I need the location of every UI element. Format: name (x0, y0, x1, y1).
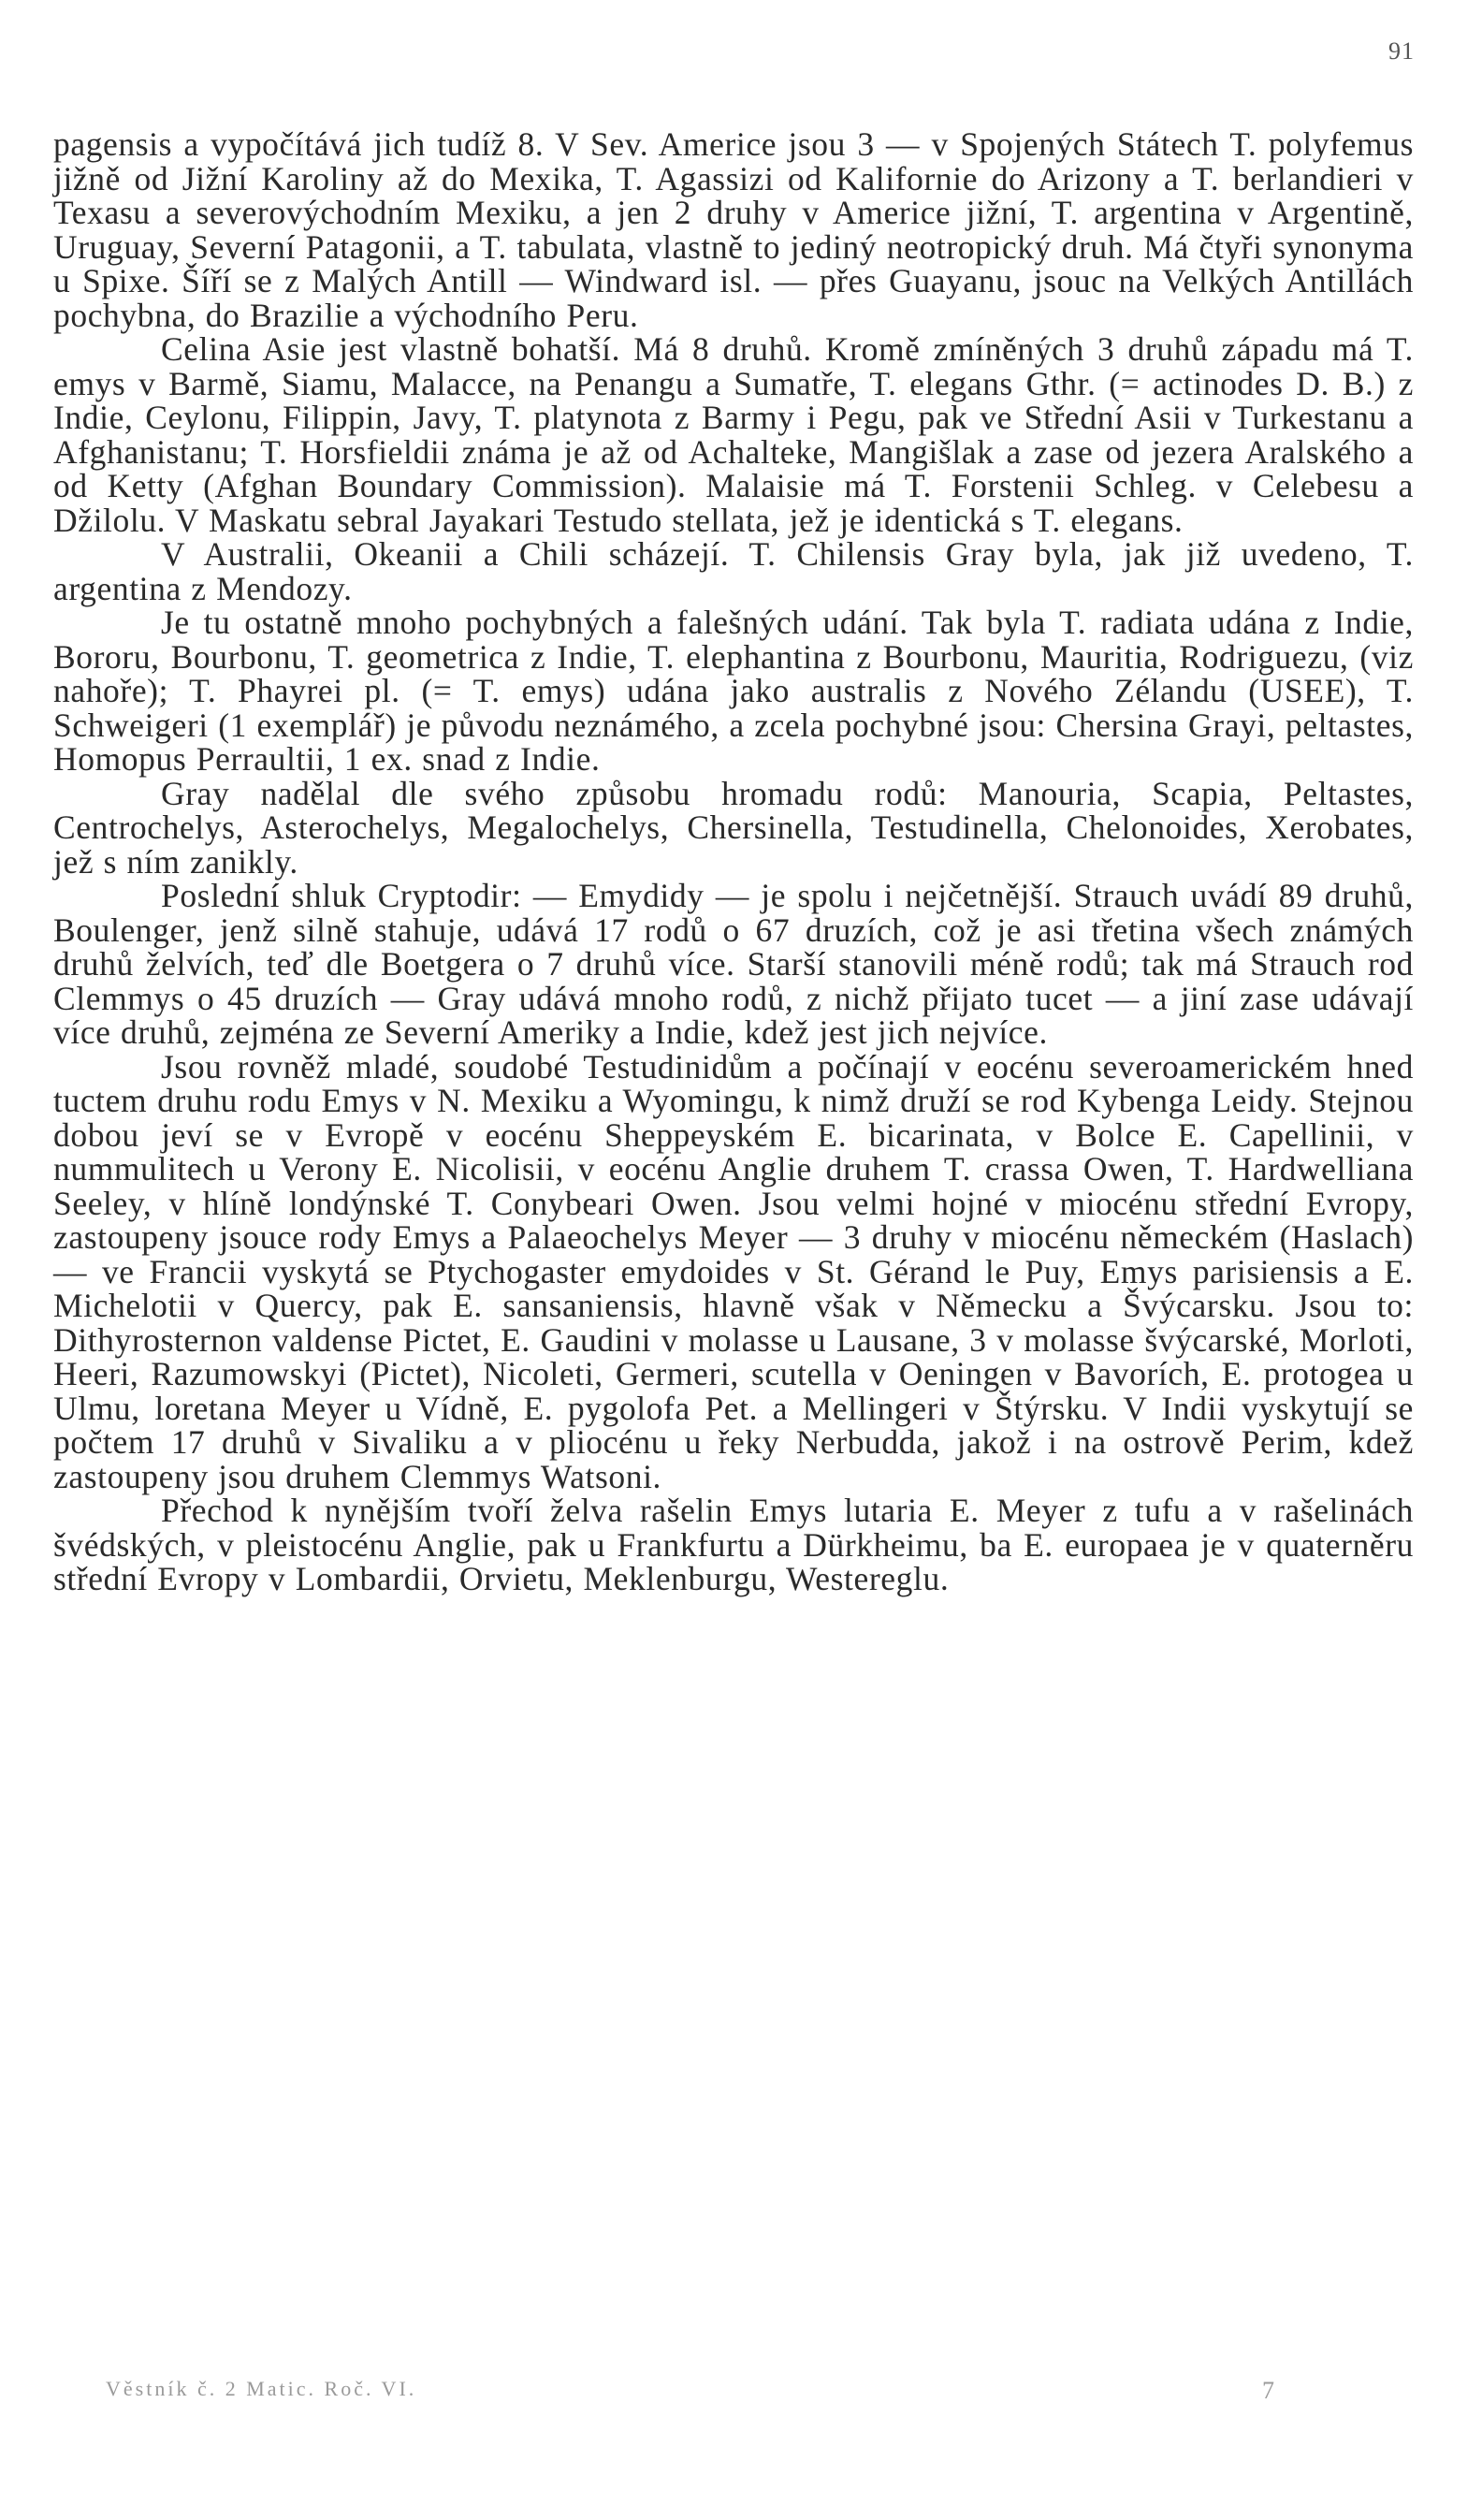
paragraph: V Australii, Okeanii a Chili scházejí. T. Chilensis Gray byla, jak již uvedeno, T. argentina z Mendozy. (53, 535, 1414, 607)
paragraph: Gray nadělal dle svého způsobu hromadu rodů: Manouria, Scapia, Peltastes, Centrochelys, Asterochelys, Megalochelys, Chersinella, Testudinella, Chelonoides, Xerobates, jež s ním zanikly. (53, 774, 1414, 881)
body-text (53, 127, 1414, 1596)
paragraph: Je tu ostatně mnoho pochybných a falešných udání. Tak byla T. radiata udána z Indie, Bororu, Bourbonu, T. geometrica z Indie, T. elephantina z Bourbonu, Mauritia, Rodriguezu, (viz nahoře); T. Phayrei pl. (= T. emys) udána jako australis z Nového Zélandu (USEE), T. Schweigeri (1 exemplář) je původu neznámého, a zcela pochybné jsou: Chersina Grayi, peltastes, Homopus Perraultii, 1 ex. snad z Indie. (53, 604, 1414, 778)
page-footer (0, 2377, 1482, 2414)
paragraph: Jsou rovněž mladé, soudobé Testudinidům a počínají v eocénu severoamerickém hned tuctem druhu rodu Emys v N. Mexiku a Wyomingu, k nimž druží se rod Kybenga Leidy. Stejnou dobou jeví se v Evropě v eocénu Sheppeyském E. bicarinata, v Bolce E. Capellinii, v nummulitech u Verony E. Nicolisii, v eocénu Anglie druhem T. crassa Owen, T. Hardwelliana Seeley, v hlíně londýnské T. Conybeari Owen. Jsou velmi hojné v miocénu střední Evropy, zastoupeny jsouce rody Emys a Palaeochelys Meyer — 3 druhy v miocénu německém (Haslach) — ve Francii vyskytá se Ptychogaster emydoides v St. Gérand le Puy, Emys parisiensis a E. Michelotii v Quercy, pak E. sansaniensis, hlavně však v Německu a Švýcarsku. Jsou to: Dithyrosternon valdense Pictet, E. Gaudini v molasse u Lausane, 3 v molasse švýcarské, Morloti, Heeri, Razumowskyi (Pictet), Nicoleti, Germeri, scutella v Oeningen v Bavorích, E. protogea u Ulmu, loretana Meyer u Vídně, E. pygolofa Pet. a Mellingeri v Štýrsku. V Indii vyskytují se počtem 17 druhů v Sivaliku a v pliocénu u řeky Nerbudda, jakož i na ostrově Perim, kdež zastoupeny jsou druhem Clemmys Watsoni. (53, 1047, 1414, 1495)
paragraph: Poslední shluk Cryptodir: — Emydidy — je spolu i nejčetnější. Strauch uvádí 89 druhů, Boulenger, jenž silně stahuje, udává 17 rodů o 67 druzích, což je asi třetina všech známých druhů želvích, teď dle Boetgera o 7 druhů více. Starší stanovili méně rodů; tak má Strauch rod Clemmys o 45 druzích — Gray udává mnoho rodů, z nichž přijato tucet — a jiní zase udávají více druhů, zejména ze Severní Ameriky a Indie, kdež jest jich nejvíce. (53, 877, 1414, 1051)
footer-signature: Věstník č. 2 Matic. Roč. VI. (106, 2377, 417, 2400)
paragraph: Celina Asie jest vlastně bohatší. Má 8 druhů. Kromě zmíněných 3 druhů západu má T. emys v Barmě, Siamu, Malacce, na Penangu a Sumatře, T. elegans Gthr. (= actinodes D. B.) z Indie, Ceylonu, Filippin, Javy, T. platynota z Barmy i Pegu, pak ve Střední Asii v Turkestanu a Afghanistanu; T. Horsfieldii známa je až od Achalteke, Mangišlak a zase od jezera Aralského a od Ketty (Afghan Boundary Commission). Malaisie má T. Forstenii Schleg. v Celebesu a Džilolu. V Maskatu sebral Jayakari Testudo stellata, jež je identická s T. elegans. (53, 330, 1414, 539)
paragraph: Přechod k nynějším tvoří želva rašelin Emys lutaria E. Meyer z tufu a v rašelinách švédských, v pleistocénu Anglie, pak u Frankfurtu a Dürkheimu, ba E. europaea je v quaterněru střední Evropy v Lombardii, Orvietu, Meklenburgu, Westereglu. (53, 1492, 1414, 1597)
page-number: 91 (1388, 37, 1415, 65)
paragraph: pagensis a vypočítává jich tudíž 8. V Sev. Americe jsou 3 — v Spojených Státech T. polyfemus jižně od Jižní Karoliny až do Mexika, T. Agassizi od Kalifornie do Arizony a T. berlandieri v Texasu a severovýchodním Mexiku, a jen 2 druhy v Americe jižní, T. argentina v Argentině, Uruguay, Severní Patagonii, a T. tabulata, vlastně to jediný neotropický druh. Má čtyři synonyma u Spixe. Šíří se z Malých Antill — Windward isl. — přes Guayanu, jsouc na Velkých Antillách pochybna, do Brazilie a východního Peru. (53, 125, 1414, 334)
sheet-number: 7 (1262, 2377, 1274, 2404)
